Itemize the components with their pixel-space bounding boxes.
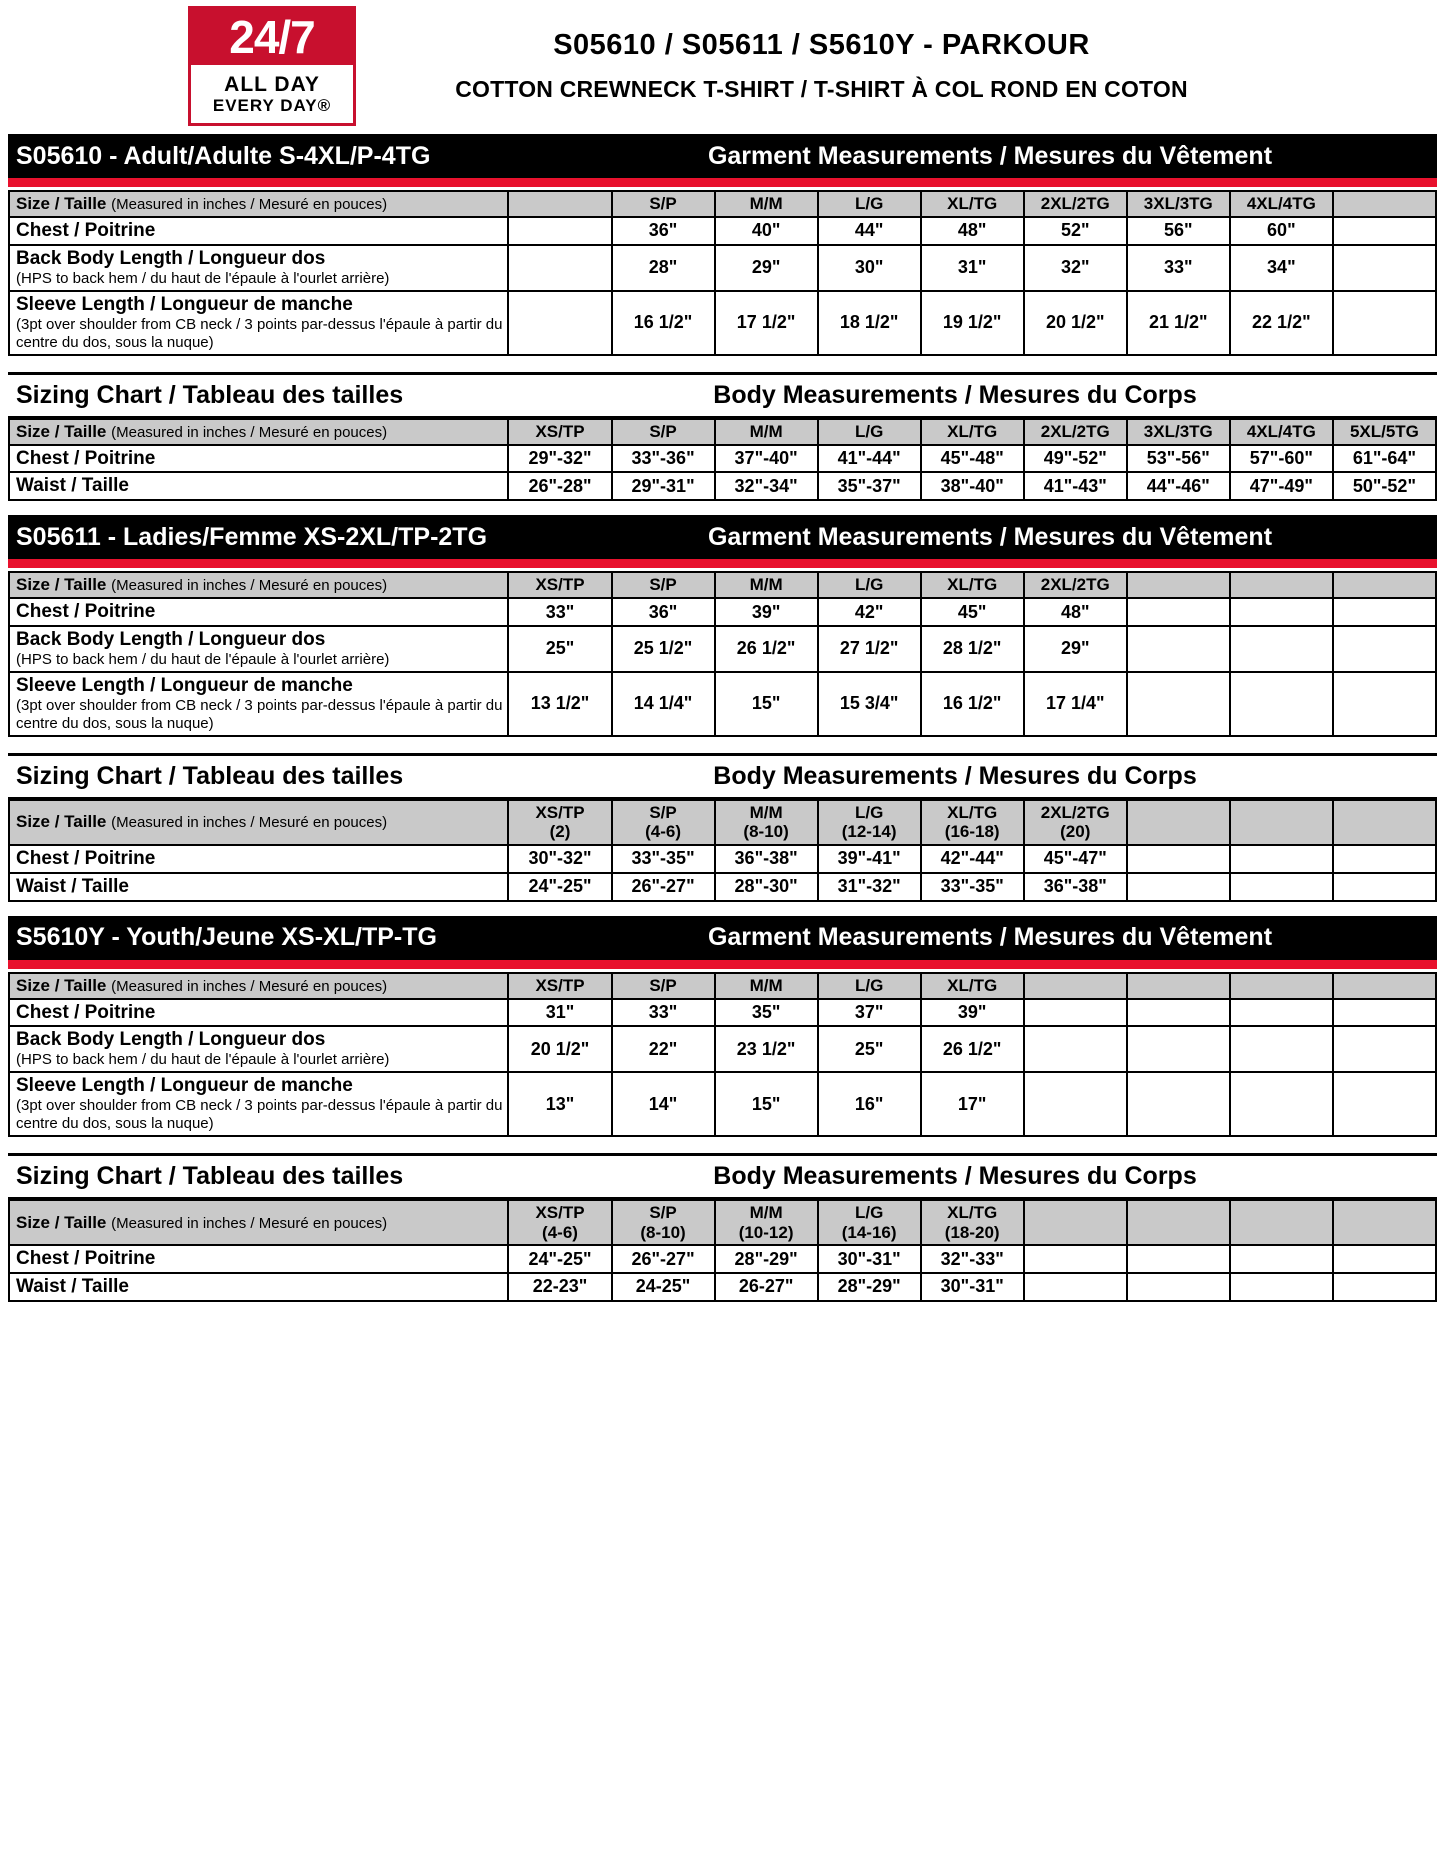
empty-cell bbox=[1127, 1026, 1230, 1072]
red-divider bbox=[8, 559, 1437, 568]
table-row bbox=[9, 672, 1436, 736]
table-row bbox=[9, 845, 1436, 873]
spacer bbox=[8, 356, 1437, 372]
size-column-header: S/P (8-10) bbox=[612, 1200, 715, 1245]
measurement-cell: 45" bbox=[921, 598, 1024, 626]
empty-cell bbox=[1230, 999, 1333, 1027]
measurement-cell: 36" bbox=[612, 217, 715, 245]
table-row bbox=[9, 1245, 1436, 1273]
measurement-cell: 53"-56" bbox=[1127, 445, 1230, 473]
measurement-cell: 24"-25" bbox=[508, 1245, 611, 1273]
measurement-cell: 17 1/2" bbox=[715, 291, 818, 355]
size-taille-header: Size / Taille (Measured in inches / Mesuré en pouces) bbox=[9, 1200, 508, 1245]
measurement-cell: 44" bbox=[818, 217, 921, 245]
table-row bbox=[9, 291, 1436, 355]
sizing-chart-bar bbox=[8, 1153, 1437, 1199]
empty-cell bbox=[1127, 572, 1230, 598]
measurement-cell: 36"-38" bbox=[1024, 873, 1127, 901]
garment-measurements-table bbox=[8, 190, 1437, 356]
measurement-cell: 28"-29" bbox=[715, 1245, 818, 1273]
measurement-cell: 26"-27" bbox=[612, 873, 715, 901]
body-measurements-label: Body Measurements / Mesures du Corps bbox=[713, 380, 1197, 409]
measurement-cell: 39" bbox=[715, 598, 818, 626]
empty-cell bbox=[1333, 191, 1436, 217]
empty-cell bbox=[1127, 598, 1230, 626]
size-column-header: M/M (10-12) bbox=[715, 1200, 818, 1245]
measurement-cell: 16" bbox=[818, 1072, 921, 1136]
measurement-cell: 25 1/2" bbox=[612, 626, 715, 672]
measurement-cell: 38"-40" bbox=[921, 472, 1024, 500]
measurement-cell: 28"-29" bbox=[818, 1273, 921, 1301]
sections-container bbox=[8, 134, 1437, 1312]
logo-line-1: ALL DAY bbox=[224, 72, 320, 96]
measurement-cell: 37"-40" bbox=[715, 445, 818, 473]
table-header-row bbox=[9, 419, 1436, 445]
logo-bottom bbox=[191, 65, 353, 123]
measurement-cell: 35" bbox=[715, 999, 818, 1027]
size-column-header: L/G (12-14) bbox=[818, 800, 921, 845]
measurement-cell: 33"-35" bbox=[612, 845, 715, 873]
measurement-cell: 33"-35" bbox=[921, 873, 1024, 901]
measurement-cell: 28" bbox=[612, 245, 715, 291]
measurement-cell: 14" bbox=[612, 1072, 715, 1136]
measurement-cell: 26"-28" bbox=[508, 472, 611, 500]
table-row bbox=[9, 472, 1436, 500]
measurement-cell: 34" bbox=[1230, 245, 1333, 291]
size-column-header: M/M bbox=[715, 191, 818, 217]
section-measurements-label: Garment Measurements / Mesures du Vêtement bbox=[707, 923, 1273, 952]
size-column-header: 3XL/3TG bbox=[1127, 419, 1230, 445]
measurement-cell: 36"-38" bbox=[715, 845, 818, 873]
garment-measurements-table bbox=[8, 972, 1437, 1138]
empty-cell bbox=[1333, 1273, 1436, 1301]
size-column-header: XL/TG bbox=[921, 973, 1024, 999]
measurement-cell: 32"-34" bbox=[715, 472, 818, 500]
empty-cell bbox=[1230, 598, 1333, 626]
measurement-cell: 28"-30" bbox=[715, 873, 818, 901]
table-row bbox=[9, 598, 1436, 626]
row-label-chest: Chest / Poitrine bbox=[9, 999, 508, 1027]
measurement-cell: 18 1/2" bbox=[818, 291, 921, 355]
size-column-header: XL/TG (16-18) bbox=[921, 800, 1024, 845]
measurement-cell: 15" bbox=[715, 672, 818, 736]
page-title: S05610 / S05611 / S5610Y - PARKOUR bbox=[553, 29, 1090, 61]
measurement-cell: 20 1/2" bbox=[1024, 291, 1127, 355]
empty-cell bbox=[508, 191, 611, 217]
measurement-cell: 33" bbox=[612, 999, 715, 1027]
measurement-cell: 32" bbox=[1024, 245, 1127, 291]
empty-cell bbox=[1230, 973, 1333, 999]
empty-cell bbox=[1333, 598, 1436, 626]
body-measurements-label: Body Measurements / Mesures du Corps bbox=[713, 1162, 1197, 1191]
sizing-chart-label: Sizing Chart / Tableau des tailles bbox=[16, 1162, 404, 1191]
measurement-cell: 48" bbox=[921, 217, 1024, 245]
measurement-cell: 22-23" bbox=[508, 1273, 611, 1301]
empty-cell bbox=[1230, 800, 1333, 845]
empty-cell bbox=[1333, 873, 1436, 901]
measurement-cell: 31" bbox=[921, 245, 1024, 291]
table-header-row bbox=[9, 191, 1436, 217]
measurement-cell: 56" bbox=[1127, 217, 1230, 245]
row-label-waist: Waist / Taille bbox=[9, 1273, 508, 1301]
empty-cell bbox=[1127, 1273, 1230, 1301]
body-measurements-label: Body Measurements / Mesures du Corps bbox=[713, 761, 1197, 790]
row-label-chest: Chest / Poitrine bbox=[9, 217, 508, 245]
empty-cell bbox=[1024, 999, 1127, 1027]
section-title-bar bbox=[8, 515, 1437, 559]
size-column-header: XS/TP (4-6) bbox=[508, 1200, 611, 1245]
empty-cell bbox=[1024, 1245, 1127, 1273]
empty-cell bbox=[1127, 999, 1230, 1027]
empty-cell bbox=[1333, 245, 1436, 291]
size-column-header: 5XL/5TG bbox=[1333, 419, 1436, 445]
sizing-chart-label: Sizing Chart / Tableau des tailles bbox=[16, 380, 404, 409]
row-label-back-body-length: Back Body Length / Longueur dos (HPS to back hem / du haut de l'épaule à l'ourlet arrière) bbox=[9, 626, 508, 672]
measurement-cell: 42"-44" bbox=[921, 845, 1024, 873]
table-row bbox=[9, 1273, 1436, 1301]
empty-cell bbox=[1127, 873, 1230, 901]
section-title-bar bbox=[8, 134, 1437, 178]
size-column-header: XL/TG bbox=[921, 419, 1024, 445]
table-header-row bbox=[9, 572, 1436, 598]
empty-cell bbox=[508, 217, 611, 245]
size-column-header: XS/TP bbox=[508, 419, 611, 445]
empty-cell bbox=[1333, 1245, 1436, 1273]
empty-cell bbox=[1230, 1245, 1333, 1273]
size-column-header: L/G bbox=[818, 973, 921, 999]
brand-logo bbox=[188, 6, 356, 126]
size-taille-header: Size / Taille (Measured in inches / Mesuré en pouces) bbox=[9, 973, 508, 999]
empty-cell bbox=[1230, 845, 1333, 873]
sizing-chart-label: Sizing Chart / Tableau des tailles bbox=[16, 761, 404, 790]
empty-cell bbox=[1024, 973, 1127, 999]
measurement-cell: 13" bbox=[508, 1072, 611, 1136]
measurement-cell: 30"-31" bbox=[921, 1273, 1024, 1301]
empty-cell bbox=[1333, 1072, 1436, 1136]
size-column-header: XS/TP (2) bbox=[508, 800, 611, 845]
measurement-cell: 32"-33" bbox=[921, 1245, 1024, 1273]
measurement-cell: 33"-36" bbox=[612, 445, 715, 473]
empty-cell bbox=[1024, 1026, 1127, 1072]
measurement-cell: 41"-44" bbox=[818, 445, 921, 473]
row-label-waist: Waist / Taille bbox=[9, 472, 508, 500]
measurement-cell: 48" bbox=[1024, 598, 1127, 626]
title-block bbox=[356, 29, 1437, 103]
row-label-sleeve-length: Sleeve Length / Longueur de manche (3pt over shoulder from CB neck / 3 points par-dessus l'épaule à partir du centre du dos, sous la nuque) bbox=[9, 672, 508, 736]
table-row bbox=[9, 445, 1436, 473]
size-column-header: 2XL/2TG bbox=[1024, 572, 1127, 598]
size-column-header: M/M bbox=[715, 973, 818, 999]
size-column-header: L/G (14-16) bbox=[818, 1200, 921, 1245]
measurement-cell: 41"-43" bbox=[1024, 472, 1127, 500]
measurement-cell: 17 1/4" bbox=[1024, 672, 1127, 736]
page-subtitle: COTTON CREWNECK T-SHIRT / T-SHIRT À COL ROND EN COTON bbox=[455, 76, 1188, 102]
size-column-header: 4XL/4TG bbox=[1230, 191, 1333, 217]
section-style-label: S5610Y - Youth/Jeune XS-XL/TP-TG bbox=[16, 923, 437, 952]
empty-cell bbox=[1127, 973, 1230, 999]
body-measurements-table bbox=[8, 799, 1437, 902]
spacer bbox=[8, 902, 1437, 912]
measurement-cell: 25" bbox=[508, 626, 611, 672]
size-column-header: 4XL/4TG bbox=[1230, 419, 1333, 445]
measurement-cell: 33" bbox=[508, 598, 611, 626]
empty-cell bbox=[1333, 672, 1436, 736]
sizing-chart-bar bbox=[8, 372, 1437, 418]
measurement-cell: 44"-46" bbox=[1127, 472, 1230, 500]
table-header-row bbox=[9, 800, 1436, 845]
empty-cell bbox=[1333, 626, 1436, 672]
size-column-header: L/G bbox=[818, 419, 921, 445]
size-column-header: 2XL/2TG (20) bbox=[1024, 800, 1127, 845]
size-column-header: S/P (4-6) bbox=[612, 800, 715, 845]
logo-line-2: EVERY DAY® bbox=[212, 95, 332, 115]
empty-cell bbox=[1127, 800, 1230, 845]
measurement-cell: 15 3/4" bbox=[818, 672, 921, 736]
section-measurements-label: Garment Measurements / Mesures du Vêtement bbox=[707, 522, 1273, 551]
measurement-cell: 39"-41" bbox=[818, 845, 921, 873]
size-column-header: M/M (8-10) bbox=[715, 800, 818, 845]
row-label-back-body-length: Back Body Length / Longueur dos (HPS to back hem / du haut de l'épaule à l'ourlet arrière) bbox=[9, 245, 508, 291]
section-style-label: S05611 - Ladies/Femme XS-2XL/TP-2TG bbox=[16, 522, 488, 551]
size-taille-header: Size / Taille (Measured in inches / Mesuré en pouces) bbox=[9, 419, 508, 445]
table-row bbox=[9, 873, 1436, 901]
measurement-cell: 26 1/2" bbox=[921, 1026, 1024, 1072]
empty-cell bbox=[1024, 1072, 1127, 1136]
measurement-cell: 60" bbox=[1230, 217, 1333, 245]
size-column-header: XL/TG bbox=[921, 572, 1024, 598]
measurement-cell: 30" bbox=[818, 245, 921, 291]
table-row bbox=[9, 1026, 1436, 1072]
measurement-cell: 35"-37" bbox=[818, 472, 921, 500]
measurement-cell: 36" bbox=[612, 598, 715, 626]
measurement-cell: 23 1/2" bbox=[715, 1026, 818, 1072]
empty-cell bbox=[1230, 1072, 1333, 1136]
empty-cell bbox=[1024, 1273, 1127, 1301]
size-column-header: M/M bbox=[715, 419, 818, 445]
empty-cell bbox=[1333, 973, 1436, 999]
section-measurements-label: Garment Measurements / Mesures du Vêtement bbox=[707, 141, 1273, 170]
empty-cell bbox=[1230, 873, 1333, 901]
row-label-chest: Chest / Poitrine bbox=[9, 598, 508, 626]
size-taille-header: Size / Taille (Measured in inches / Mesuré en pouces) bbox=[9, 800, 508, 845]
row-label-back-body-length: Back Body Length / Longueur dos (HPS to back hem / du haut de l'épaule à l'ourlet arrière) bbox=[9, 1026, 508, 1072]
size-column-header: XS/TP bbox=[508, 572, 611, 598]
spacer bbox=[8, 1137, 1437, 1153]
empty-cell bbox=[508, 245, 611, 291]
empty-cell bbox=[1127, 1245, 1230, 1273]
measurement-cell: 52" bbox=[1024, 217, 1127, 245]
measurement-cell: 26 1/2" bbox=[715, 626, 818, 672]
empty-cell bbox=[1333, 845, 1436, 873]
size-column-header: L/G bbox=[818, 572, 921, 598]
measurement-cell: 47"-49" bbox=[1230, 472, 1333, 500]
measurement-cell: 50"-52" bbox=[1333, 472, 1436, 500]
empty-cell bbox=[1230, 672, 1333, 736]
table-row bbox=[9, 217, 1436, 245]
row-label-sleeve-length: Sleeve Length / Longueur de manche (3pt over shoulder from CB neck / 3 points par-dessus l'épaule à partir du centre du dos, sous la nuque) bbox=[9, 291, 508, 355]
empty-cell bbox=[1333, 217, 1436, 245]
size-column-header: L/G bbox=[818, 191, 921, 217]
size-column-header: S/P bbox=[612, 572, 715, 598]
measurement-cell: 25" bbox=[818, 1026, 921, 1072]
empty-cell bbox=[1127, 672, 1230, 736]
measurement-cell: 20 1/2" bbox=[508, 1026, 611, 1072]
measurement-cell: 37" bbox=[818, 999, 921, 1027]
measurement-cell: 14 1/4" bbox=[612, 672, 715, 736]
row-label-chest: Chest / Poitrine bbox=[9, 445, 508, 473]
measurement-cell: 49"-52" bbox=[1024, 445, 1127, 473]
table-header-row bbox=[9, 1200, 1436, 1245]
body-measurements-table bbox=[8, 418, 1437, 502]
measurement-cell: 17" bbox=[921, 1072, 1024, 1136]
measurement-cell: 57"-60" bbox=[1230, 445, 1333, 473]
empty-cell bbox=[1333, 800, 1436, 845]
size-column-header: S/P bbox=[612, 191, 715, 217]
red-divider bbox=[8, 960, 1437, 969]
measurement-cell: 16 1/2" bbox=[612, 291, 715, 355]
document-header bbox=[8, 0, 1437, 130]
empty-cell bbox=[508, 291, 611, 355]
size-column-header: M/M bbox=[715, 572, 818, 598]
empty-cell bbox=[1333, 572, 1436, 598]
measurement-cell: 16 1/2" bbox=[921, 672, 1024, 736]
size-column-header: XL/TG bbox=[921, 191, 1024, 217]
empty-cell bbox=[1024, 1200, 1127, 1245]
table-row bbox=[9, 245, 1436, 291]
empty-cell bbox=[1230, 1200, 1333, 1245]
empty-cell bbox=[1230, 1026, 1333, 1072]
measurement-cell: 61"-64" bbox=[1333, 445, 1436, 473]
measurement-cell: 26-27" bbox=[715, 1273, 818, 1301]
measurement-cell: 29"-31" bbox=[612, 472, 715, 500]
measurement-cell: 30"-32" bbox=[508, 845, 611, 873]
body-measurements-table bbox=[8, 1199, 1437, 1302]
empty-cell bbox=[1127, 626, 1230, 672]
garment-measurements-table bbox=[8, 571, 1437, 737]
measurement-cell: 29" bbox=[715, 245, 818, 291]
measurement-cell: 28 1/2" bbox=[921, 626, 1024, 672]
measurement-cell: 24"-25" bbox=[508, 873, 611, 901]
table-row bbox=[9, 999, 1436, 1027]
empty-cell bbox=[1333, 291, 1436, 355]
size-column-header: XS/TP bbox=[508, 973, 611, 999]
empty-cell bbox=[1333, 999, 1436, 1027]
measurement-cell: 29"-32" bbox=[508, 445, 611, 473]
measurement-cell: 22" bbox=[612, 1026, 715, 1072]
row-label-chest: Chest / Poitrine bbox=[9, 1245, 508, 1273]
measurement-cell: 22 1/2" bbox=[1230, 291, 1333, 355]
table-row bbox=[9, 626, 1436, 672]
size-column-header: 3XL/3TG bbox=[1127, 191, 1230, 217]
size-taille-header: Size / Taille (Measured in inches / Mesuré en pouces) bbox=[9, 572, 508, 598]
empty-cell bbox=[1333, 1026, 1436, 1072]
empty-cell bbox=[1230, 626, 1333, 672]
empty-cell bbox=[1127, 845, 1230, 873]
measurement-cell: 27 1/2" bbox=[818, 626, 921, 672]
measurement-cell: 40" bbox=[715, 217, 818, 245]
empty-cell bbox=[1333, 1200, 1436, 1245]
measurement-cell: 24-25" bbox=[612, 1273, 715, 1301]
spacer bbox=[8, 501, 1437, 511]
measurement-cell: 29" bbox=[1024, 626, 1127, 672]
size-column-header: 2XL/2TG bbox=[1024, 419, 1127, 445]
measurement-cell: 45"-48" bbox=[921, 445, 1024, 473]
row-label-waist: Waist / Taille bbox=[9, 873, 508, 901]
measurement-cell: 39" bbox=[921, 999, 1024, 1027]
measurement-cell: 42" bbox=[818, 598, 921, 626]
row-label-chest: Chest / Poitrine bbox=[9, 845, 508, 873]
empty-cell bbox=[1127, 1072, 1230, 1136]
empty-cell bbox=[1127, 1200, 1230, 1245]
sizing-chart-bar bbox=[8, 753, 1437, 799]
measurement-cell: 31" bbox=[508, 999, 611, 1027]
size-column-header: XL/TG (18-20) bbox=[921, 1200, 1024, 1245]
measurement-cell: 19 1/2" bbox=[921, 291, 1024, 355]
measurement-cell: 30"-31" bbox=[818, 1245, 921, 1273]
size-column-header: S/P bbox=[612, 973, 715, 999]
measurement-cell: 33" bbox=[1127, 245, 1230, 291]
logo-top-text: 24/7 bbox=[191, 9, 353, 65]
size-taille-header: Size / Taille (Measured in inches / Mesuré en pouces) bbox=[9, 191, 508, 217]
measurement-cell: 15" bbox=[715, 1072, 818, 1136]
empty-cell bbox=[1230, 1273, 1333, 1301]
measurement-cell: 26"-27" bbox=[612, 1245, 715, 1273]
section-title-bar bbox=[8, 916, 1437, 960]
table-header-row bbox=[9, 973, 1436, 999]
measurement-cell: 21 1/2" bbox=[1127, 291, 1230, 355]
spacer bbox=[8, 737, 1437, 753]
table-row bbox=[9, 1072, 1436, 1136]
spacer bbox=[8, 1302, 1437, 1312]
size-column-header: S/P bbox=[612, 419, 715, 445]
red-divider bbox=[8, 178, 1437, 187]
measurement-cell: 13 1/2" bbox=[508, 672, 611, 736]
section-style-label: S05610 - Adult/Adulte S-4XL/P-4TG bbox=[16, 141, 431, 170]
measurement-cell: 31"-32" bbox=[818, 873, 921, 901]
empty-cell bbox=[1230, 572, 1333, 598]
measurement-cell: 45"-47" bbox=[1024, 845, 1127, 873]
row-label-sleeve-length: Sleeve Length / Longueur de manche (3pt over shoulder from CB neck / 3 points par-dessus l'épaule à partir du centre du dos, sous la nuque) bbox=[9, 1072, 508, 1136]
size-column-header: 2XL/2TG bbox=[1024, 191, 1127, 217]
